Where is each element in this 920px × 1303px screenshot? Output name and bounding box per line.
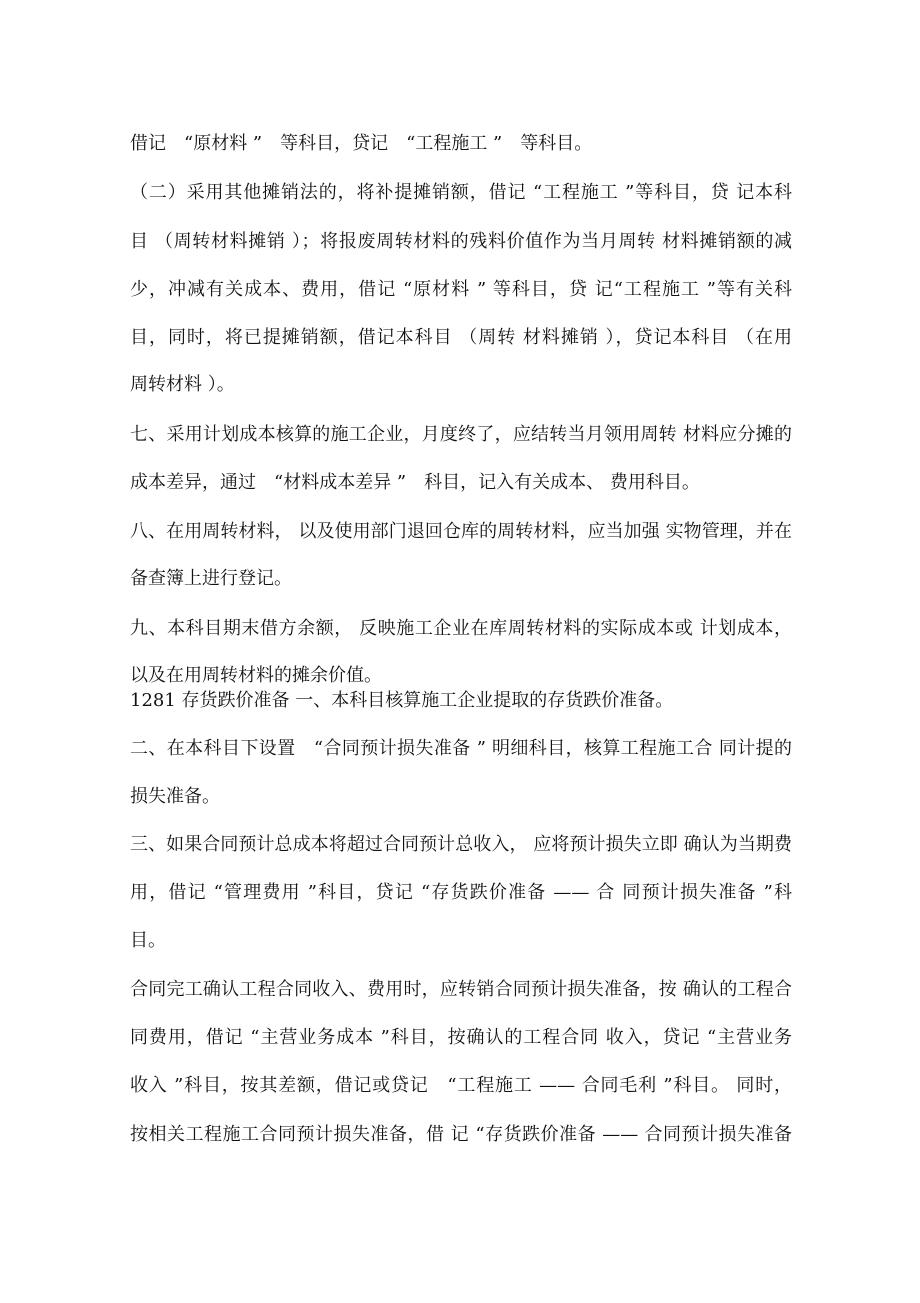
- text-line: 目，同时，将已提摊销额，借记本科目 （周转 材料摊销 ），贷记本科目 （在用: [130, 327, 792, 348]
- text-line: 按相关工程施工合同预计损失准备，借 记 “存货跌价准备 —— 合同预计损失准备: [130, 1124, 792, 1145]
- text-line: 七、采用计划成本核算的施工企业，月度终了，应结转当月领用周转 材料应分摊的: [130, 424, 792, 445]
- text-line: 合同完工确认工程合同收入、费用时，应转销合同预计损失准备，按 确认的工程合: [130, 979, 792, 1000]
- text-line: 八、在用周转材料， 以及使用部门退回仓库的周转材料，应当加强 实物管理，并在: [130, 521, 792, 542]
- text-line: 二、在本科目下设置 “合同预计损失准备 ” 明细科目，核算工程施工合 同计提的: [130, 738, 792, 759]
- text-line: 收入 ”科目，按其差额，借记或贷记 “工程施工 —— 合同毛利 ”科目。 同时，: [130, 1075, 792, 1096]
- text-line: 1281 存货跌价准备 一、本科目核算施工企业提取的存货跌价准备。: [130, 690, 674, 711]
- text-line: 周转材料 ）。: [130, 374, 235, 395]
- text-line: 以及在用周转材料的摊余价值。: [130, 665, 382, 686]
- text-line: 九、本科目期末借方余额， 反映施工企业在库周转材料的实际成本或 计划成本，: [130, 618, 792, 639]
- text-line: 目。: [130, 930, 166, 951]
- text-line: 少，冲减有关成本、费用，借记 “原材料 ” 等科目，贷 记“工程施工 ”等有关科: [130, 279, 792, 300]
- text-line: 备查簿上进行登记。: [130, 568, 292, 589]
- text-line: 用，借记 “管理费用 ”科目，贷记 “存货跌价准备 —— 合 同预计损失准备 ”科: [130, 882, 792, 903]
- text-line: （二）采用其他摊销法的，将补提摊销额，借记 “工程施工 ”等科目，贷 记本科: [130, 182, 792, 203]
- text-line: 同费用，借记 “主营业务成本 ”科目，按确认的工程合同 收入，贷记 “主营业务: [130, 1027, 792, 1048]
- text-line: 成本差异，通过 “材料成本差异 ” 科目，记入有关成本、 费用科目。: [130, 472, 700, 493]
- text-line: 目 （周转材料摊销 ）；将报废周转材料的残料价值作为当月周转 材料摊销额的减: [130, 231, 792, 252]
- text-line: 三、如果合同预计总成本将超过合同预计总收入， 应将预计损失立即 确认为当期费: [130, 834, 792, 855]
- text-line: 损失准备。: [130, 786, 220, 807]
- text-line: 借记 “原材料 ” 等科目，贷记 “工程施工 ” 等科目。: [130, 133, 593, 154]
